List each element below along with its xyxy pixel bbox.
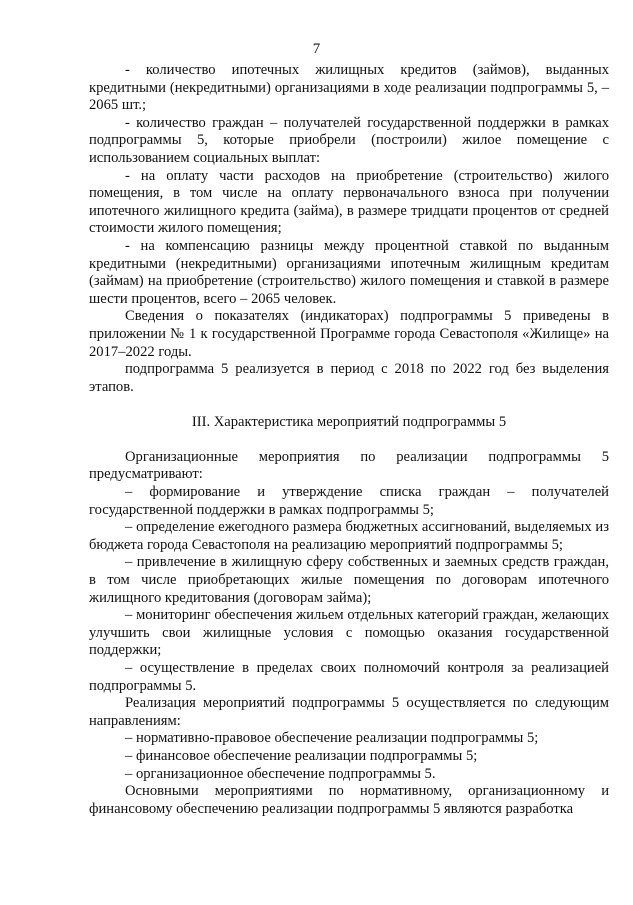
paragraph-interest-compensation: - на компенсацию разницы между процентной ставкой по выданным кредитными (некредитными) организациями ипотечным жилищным кредитам (займам) на приобретение (строительство) жилого помещения и ставкой в размере шести процентов, всего – 2065 человек. bbox=[89, 237, 609, 307]
paragraph-indicators-reference: Сведения о показателях (индикаторах) подпрограммы 5 приведены в приложении № 1 к государственной Программе города Севастополя «Жилище» на 2017–2022 годы. bbox=[89, 308, 609, 360]
paragraph-implementation-period: подпрограмма 5 реализуется в период с 2018 по 2022 год без выделения этапов. bbox=[89, 361, 609, 395]
list-item-recipient-list: – формирование и утверждение списка граждан – получателей государственной поддержки в рамках подпрограммы 5; bbox=[89, 484, 609, 518]
document-body bbox=[89, 62, 609, 818]
list-item-budget-allocations: – определение ежегодного размера бюджетных ассигнований, выделяемых из бюджета города Севастополя на реализацию мероприятий подпрограммы 5; bbox=[89, 519, 609, 553]
paragraph-organizational-measures: Организационные мероприятия по реализации подпрограммы 5 предусматривают: bbox=[89, 448, 609, 483]
list-item-control: – осуществление в пределах своих полномочий контроля за реализацией подпрограммы 5. bbox=[89, 660, 609, 694]
page-number: 7 bbox=[312, 41, 321, 57]
paragraph-directions: Реализация мероприятий подпрограммы 5 осуществляется по следующим направлениям: bbox=[89, 695, 609, 729]
list-item-monitoring: – мониторинг обеспечения жильем отдельных категорий граждан, желающих улучшить свои жилищные условия с помощью оказания государственной поддержки; bbox=[89, 607, 609, 659]
list-item-attracting-funds: – привлечение в жилищную сферу собственных и заемных средств граждан, в том числе приобретающих жилые помещения по договорам ипотечного жилищного кредитования (договорам займа); bbox=[89, 554, 609, 606]
section-heading: III. Характеристика мероприятий подпрограммы 5 bbox=[191, 414, 507, 431]
list-item-organizational-support: – организационное обеспечение подпрограммы 5. bbox=[125, 765, 436, 782]
paragraph-payment-part-costs: - на оплату части расходов на приобретение (строительство) жилого помещения, в том числе на оплату первоначального взноса при получении ипотечного жилищного кредита (займа), в размере тридцати процентов от средней стоимости жилого помещения; bbox=[89, 167, 609, 237]
list-item-legal-support: – нормативно-правовое обеспечение реализации подпрограммы 5; bbox=[125, 730, 539, 747]
paragraph-main-measures: Основными мероприятиями по нормативному, организационному и финансовому обеспечению реализации подпрограммы 5 являются разработка bbox=[89, 783, 609, 817]
paragraph-recipients-count: - количество граждан – получателей государственной поддержки в рамках подпрограммы 5, которые приобрели (построили) жилое помещение с использованием социальных выплат: bbox=[89, 114, 609, 166]
paragraph-mortgage-loans-count: - количество ипотечных жилищных кредитов (займов), выданных кредитными (некредитными) организациями в ходе реализации подпрограммы 5, – 2065 шт.; bbox=[89, 62, 609, 114]
list-item-financial-support: – финансовое обеспечение реализации подпрограммы 5; bbox=[125, 747, 478, 764]
